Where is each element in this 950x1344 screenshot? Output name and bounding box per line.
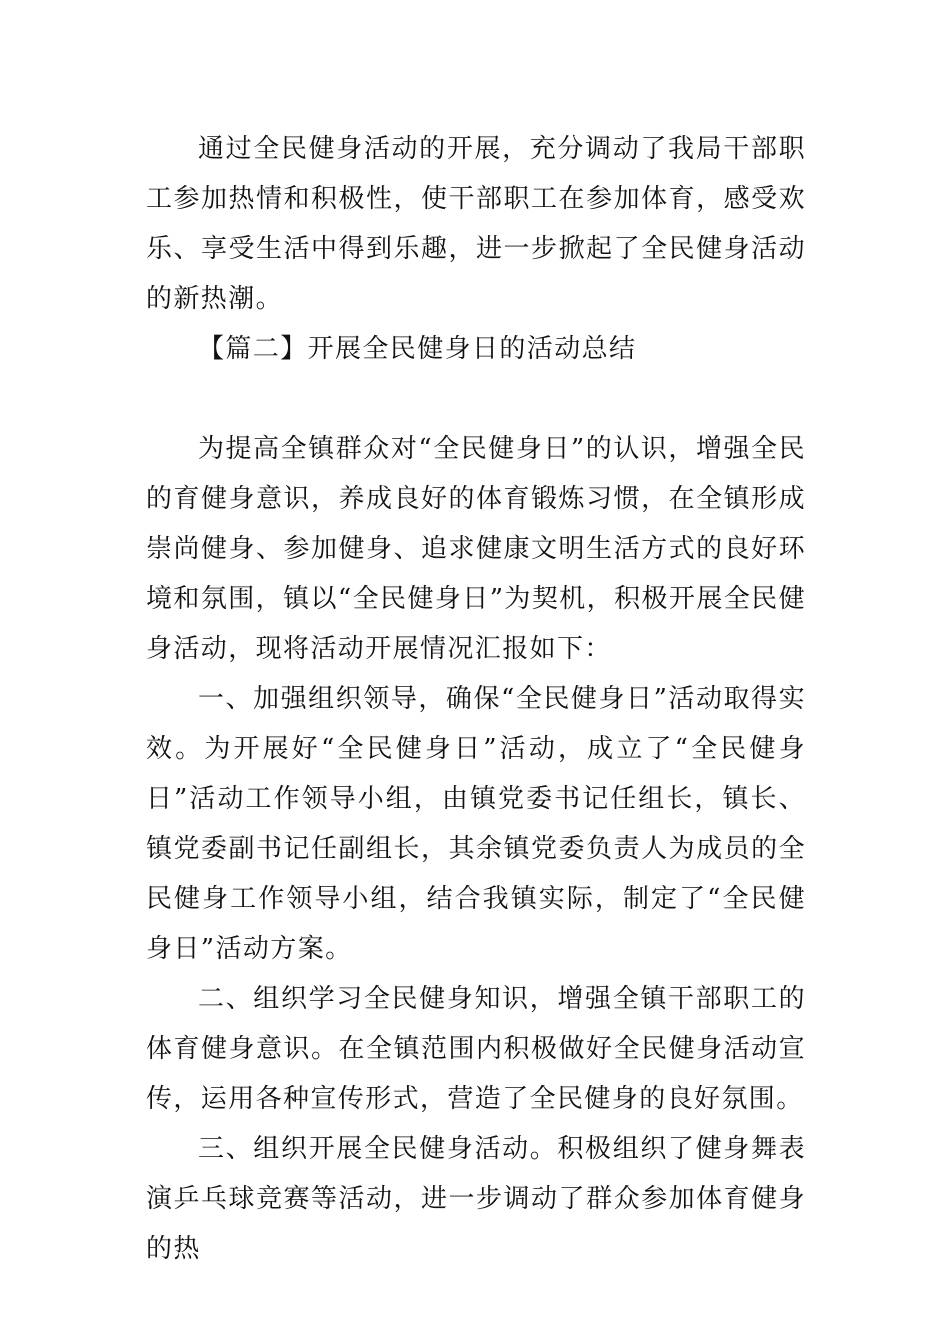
paragraph-activities: 三、组织开展全民健身活动。积极组织了健身舞表演乒乓球竞赛等活动，进一步调动了群众参加体育健身的热: [146, 1134, 806, 1264]
paragraph-intro-summary: 通过全民健身活动的开展，充分调动了我局干部职工参加热情和积极性，使干部职工在参加体育，感受欢乐、享受生活中得到乐趣，进一步掀起了全民健身活动的新热潮。: [146, 134, 806, 314]
document-body: [146, 124, 806, 1274]
paragraph-study: 二、组织学习全民健身知识，增强全镇干部职工的体育健身意识。在全镇范围内积极做好全民健身活动宣传，运用各种宣传形式，营造了全民健身的良好氛围。: [146, 984, 806, 1114]
section-title: 【篇二】开展全民健身日的活动总结: [198, 334, 637, 364]
paragraph-purpose: 为提高全镇群众对“全民健身日”的认识，增强全民的育健身意识，养成良好的体育锻炼习惯，在全镇形成崇尚健身、参加健身、追求健康文明生活方式的良好环境和氛围，镇以“全民健身日”为契机，积极开展全民健身活动，现将活动开展情况汇报如下：: [146, 434, 806, 664]
paragraph-organization: 一、加强组织领导，确保“全民健身日”活动取得实效。为开展好“全民健身日”活动，成立了“全民健身日”活动工作领导小组，由镇党委书记任组长，镇长、镇党委副书记任副组长，其余镇党委负责人为成员的全民健身工作领导小组，结合我镇实际，制定了“全民健身日”活动方案。: [146, 684, 806, 964]
